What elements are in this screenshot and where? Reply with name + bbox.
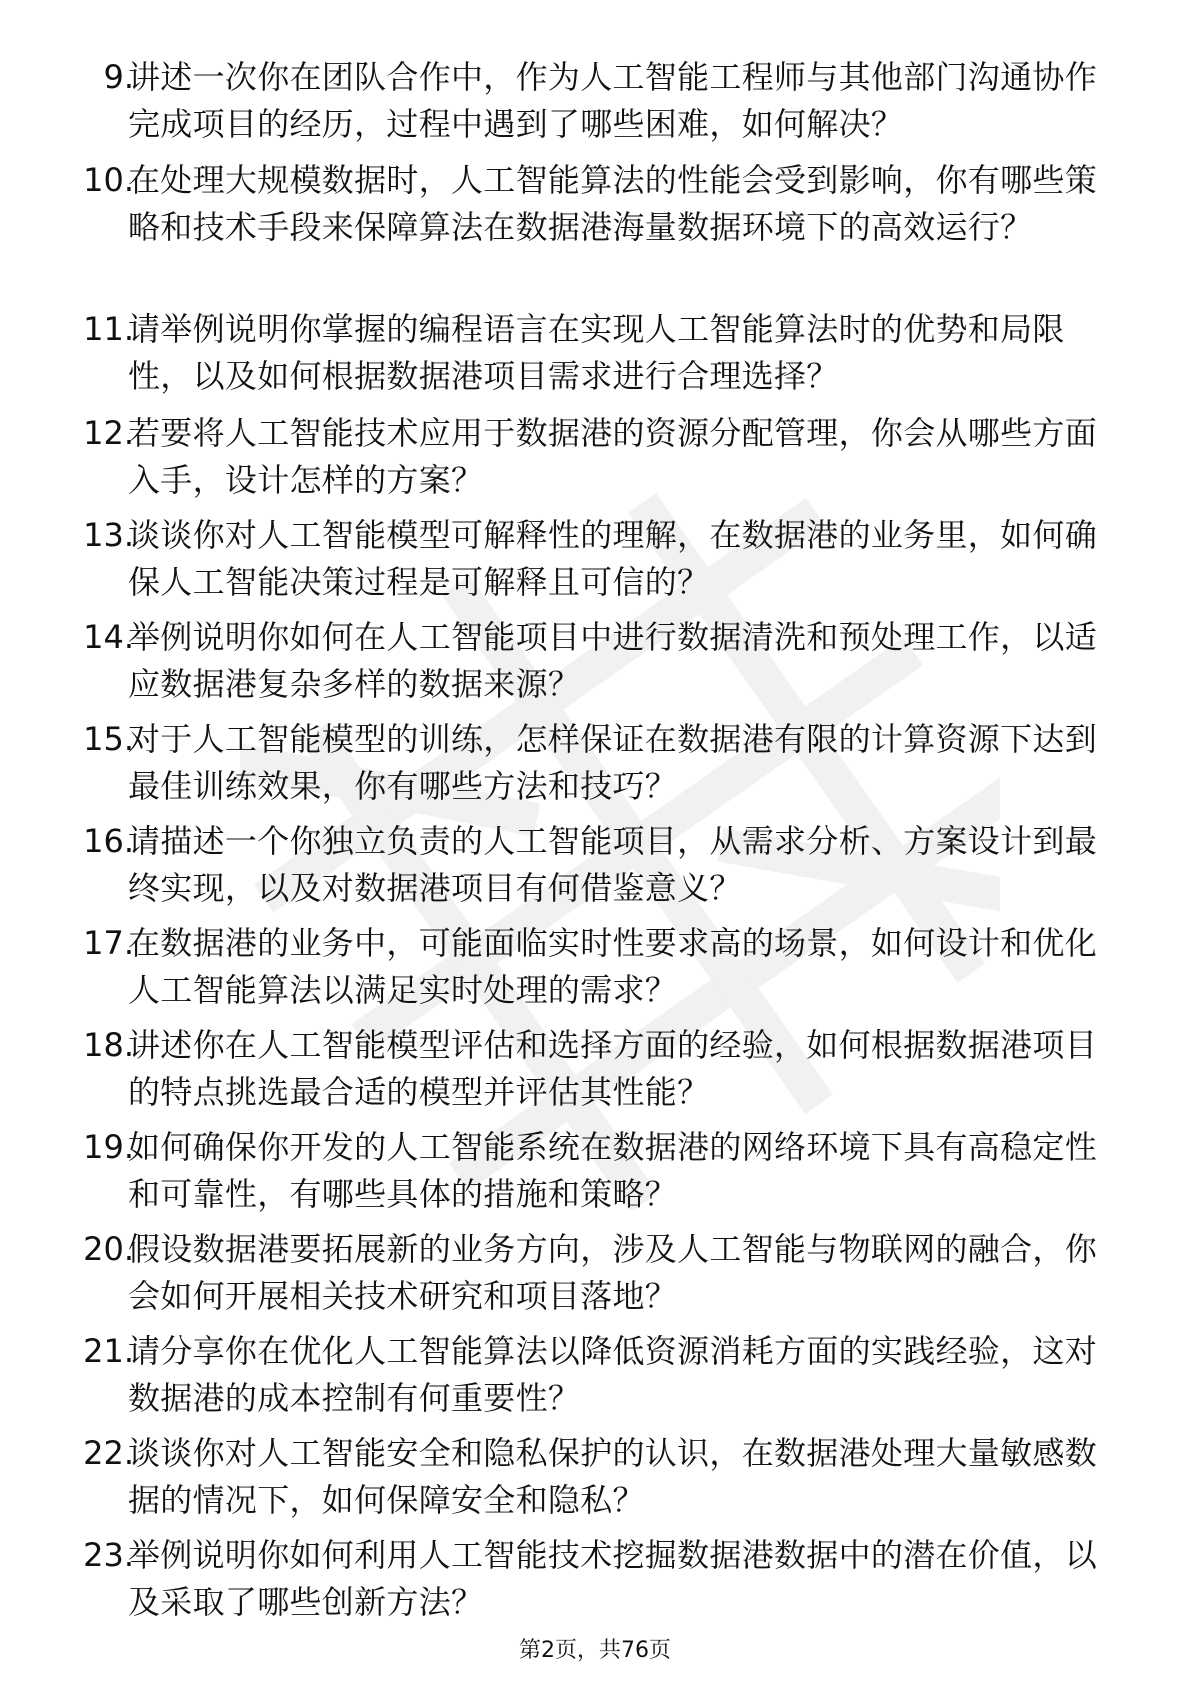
question-text: 对于人工智能模型的训练，怎样保证在数据港有限的计算资源下达到最佳训练效果，你有哪些方法和技巧？: [128, 720, 1098, 805]
question-number: 17.: [83, 924, 134, 962]
question-number: 9.: [103, 58, 134, 96]
question-text: 谈谈你对人工智能模型可解释性的理解，在数据港的业务里，如何确保人工智能决策过程是可解释且可信的？: [128, 516, 1098, 601]
question-text: 假设数据港要拓展新的业务方向，涉及人工智能与物联网的融合，你会如何开展相关技术研究和项目落地？: [128, 1230, 1098, 1315]
question-number: 23.: [83, 1536, 134, 1574]
question-text: 请描述一个你独立负责的人工智能项目，从需求分析、方案设计到最终实现，以及对数据港项目有何借鉴意义？: [128, 822, 1098, 907]
question-text: 若要将人工智能技术应用于数据港的资源分配管理，你会从哪些方面入手，设计怎样的方案？: [128, 414, 1098, 499]
page-footer: [0, 1636, 1190, 1666]
question-number: 12.: [83, 414, 134, 452]
question-number: 15.: [83, 720, 134, 758]
question-text: 请分享你在优化人工智能算法以降低资源消耗方面的实践经验，这对数据港的成本控制有何重要性？: [128, 1332, 1098, 1417]
question-text: 讲述一次你在团队合作中，作为人工智能工程师与其他部门沟通协作完成项目的经历，过程中遇到了哪些困难，如何解决？: [128, 58, 1098, 143]
question-number: 20.: [83, 1230, 134, 1268]
question-text: 如何确保你开发的人工智能系统在数据港的网络环境下具有高稳定性和可靠性，有哪些具体的措施和策略？: [128, 1128, 1098, 1213]
question-text: 在数据港的业务中，可能面临实时性要求高的场景，如何设计和优化人工智能算法以满足实时处理的需求？: [128, 924, 1098, 1009]
question-number: 14.: [83, 618, 134, 656]
question-text: 举例说明你如何在人工智能项目中进行数据清洗和预处理工作，以适应数据港复杂多样的数据来源？: [128, 618, 1098, 703]
question-number: 16.: [83, 822, 134, 860]
question-number: 18.: [83, 1026, 134, 1064]
question-number: 19.: [83, 1128, 134, 1166]
page-number-label: 第2页，共76页: [519, 1638, 671, 1663]
question-number: 11.: [83, 310, 134, 348]
question-number: 22.: [83, 1434, 134, 1472]
question-number: 10.: [83, 161, 134, 199]
question-number: 13.: [83, 516, 134, 554]
question-text: 在处理大规模数据时，人工智能算法的性能会受到影响，你有哪些策略和技术手段来保障算法在数据港海量数据环境下的高效运行？: [128, 161, 1098, 246]
question-text: 举例说明你如何利用人工智能技术挖掘数据港数据中的潜在价值，以及采取了哪些创新方法？: [128, 1536, 1098, 1621]
question-text: 讲述你在人工智能模型评估和选择方面的经验，如何根据数据港项目的特点挑选最合适的模型并评估其性能？: [128, 1026, 1098, 1111]
question-text: 谈谈你对人工智能安全和隐私保护的认识，在数据港处理大量敏感数据的情况下，如何保障安全和隐私？: [128, 1434, 1098, 1519]
question-text: 请举例说明你掌握的编程语言在实现人工智能算法时的优势和局限性，以及如何根据数据港项目需求进行合理选择？: [128, 310, 1065, 395]
question-number: 21.: [83, 1332, 134, 1370]
